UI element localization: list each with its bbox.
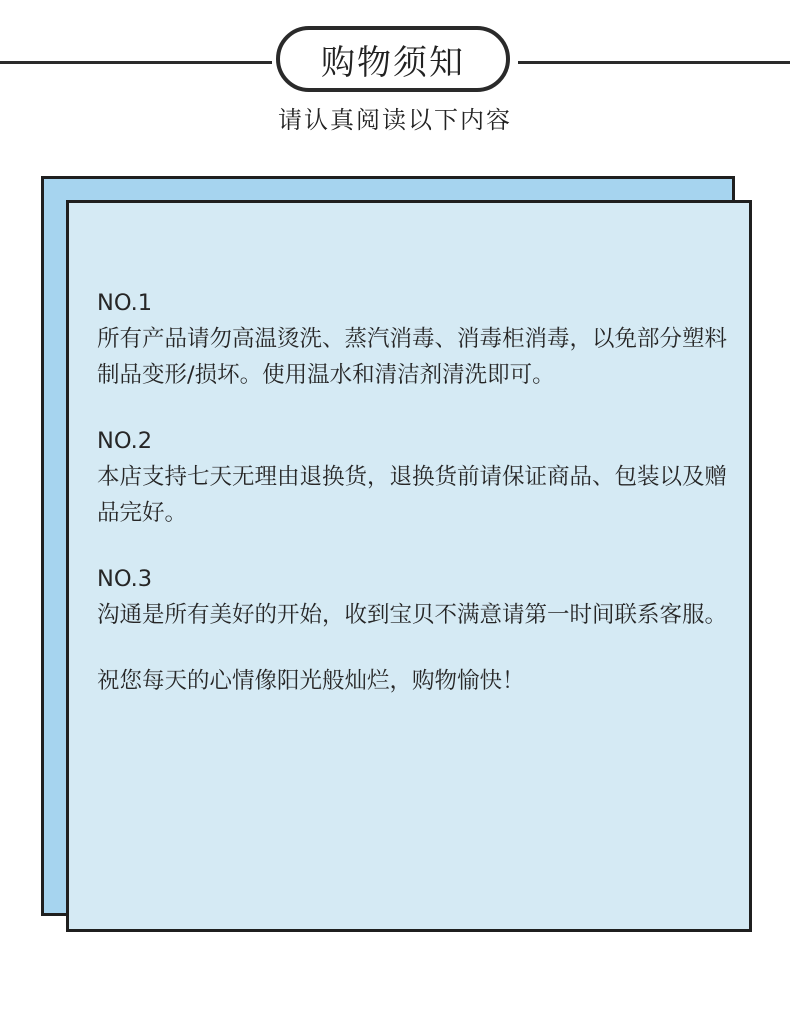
notice-section-3 [97,561,727,633]
section-text: 本店支持七天无理由退换货，退换货前请保证商品、包装以及赠品完好。 [97,464,728,526]
notice-section-2 [97,423,727,531]
closing-message: 祝您每天的心情像阳光般灿烂，购物愉快！ [97,668,525,694]
page-subtitle: 请认真阅读以下内容 [278,106,512,134]
notice-section-1 [97,285,727,393]
notice-panel [66,200,752,932]
section-text: 沟通是所有美好的开始，收到宝贝不满意请第一时间联系客服。 [97,602,728,628]
section-number: NO.1 [97,290,153,316]
header [0,0,790,170]
divider-left [0,61,272,64]
divider-right [518,61,790,64]
section-number: NO.2 [97,428,153,454]
section-text: 所有产品请勿高温烫洗、蒸汽消毒、消毒柜消毒，以免部分塑料制品变形/损坏。使用温水和清洁剂清洗即可。 [97,326,728,388]
section-number: NO.3 [97,566,153,592]
page-title: 购物须知 [276,26,510,92]
notice-content [97,285,727,699]
